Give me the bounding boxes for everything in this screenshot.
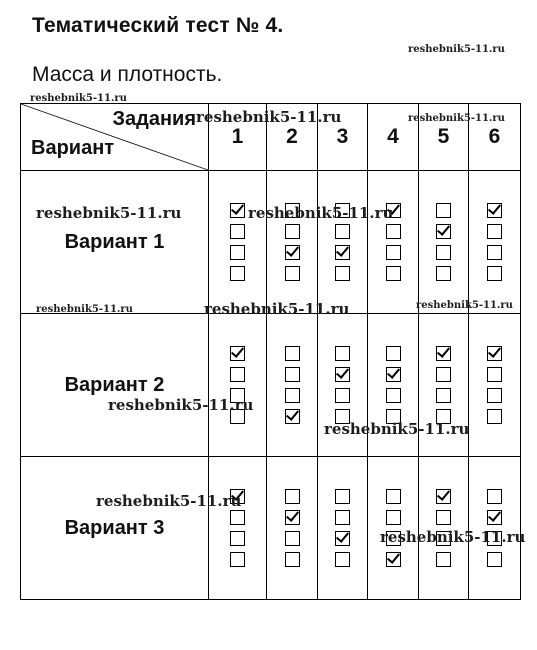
empty-checkbox-icon	[386, 245, 401, 260]
checked-checkbox-icon	[436, 346, 451, 361]
empty-checkbox-icon	[436, 510, 451, 525]
task-number: 5	[419, 104, 469, 171]
empty-checkbox-icon	[436, 367, 451, 382]
checked-checkbox-icon	[487, 346, 502, 361]
empty-checkbox-icon	[285, 266, 300, 281]
empty-checkbox-icon	[335, 224, 350, 239]
answer-options	[469, 346, 520, 424]
empty-checkbox-icon	[487, 245, 502, 260]
empty-checkbox-icon	[386, 510, 401, 525]
empty-checkbox-icon	[335, 346, 350, 361]
answer-options	[419, 346, 468, 424]
empty-checkbox-icon	[487, 388, 502, 403]
answer-options	[469, 203, 520, 281]
empty-checkbox-icon	[436, 245, 451, 260]
checked-checkbox-icon	[285, 510, 300, 525]
empty-checkbox-icon	[386, 388, 401, 403]
page-subtitle: Масса и плотность.	[32, 63, 223, 86]
empty-checkbox-icon	[386, 489, 401, 504]
checked-checkbox-icon	[335, 367, 350, 382]
answer-cell	[267, 457, 318, 600]
answer-cell	[267, 314, 318, 457]
variant-label: Вариант 2	[21, 314, 209, 457]
page-title: Тематический тест № 4.	[32, 14, 284, 37]
watermark-text: reshebnik5-11.ru	[408, 44, 505, 55]
answer-options	[419, 203, 468, 281]
watermark-text: reshebnik5-11.ru	[324, 420, 470, 438]
empty-checkbox-icon	[436, 552, 451, 567]
answer-options	[318, 346, 367, 424]
watermark-text: reshebnik5-11.ru	[408, 113, 505, 124]
answer-cell	[209, 314, 267, 457]
empty-checkbox-icon	[386, 224, 401, 239]
answer-options	[267, 346, 317, 424]
empty-checkbox-icon	[335, 510, 350, 525]
header-corner-cell	[21, 104, 209, 171]
empty-checkbox-icon	[285, 531, 300, 546]
task-number: 2	[267, 104, 318, 171]
watermark-text: reshebnik5-11.ru	[196, 108, 342, 126]
answer-cell	[267, 171, 318, 314]
empty-checkbox-icon	[285, 224, 300, 239]
task-number: 3	[318, 104, 368, 171]
answer-cell	[469, 314, 521, 457]
empty-checkbox-icon	[335, 489, 350, 504]
checked-checkbox-icon	[335, 531, 350, 546]
empty-checkbox-icon	[285, 346, 300, 361]
empty-checkbox-icon	[285, 552, 300, 567]
task-number: 1	[209, 104, 267, 171]
checked-checkbox-icon	[436, 224, 451, 239]
empty-checkbox-icon	[230, 552, 245, 567]
watermark-text: reshebnik5-11.ru	[30, 93, 127, 104]
empty-checkbox-icon	[487, 552, 502, 567]
watermark-text: reshebnik5-11.ru	[108, 396, 254, 414]
empty-checkbox-icon	[285, 388, 300, 403]
empty-checkbox-icon	[487, 266, 502, 281]
answer-cell	[469, 171, 521, 314]
checked-checkbox-icon	[285, 409, 300, 424]
answer-cell	[368, 171, 419, 314]
answer-options	[267, 489, 317, 567]
checked-checkbox-icon	[386, 552, 401, 567]
answers-table	[20, 103, 521, 600]
empty-checkbox-icon	[230, 510, 245, 525]
empty-checkbox-icon	[487, 367, 502, 382]
watermark-text: reshebnik5-11.ru	[380, 528, 526, 546]
empty-checkbox-icon	[335, 552, 350, 567]
checked-checkbox-icon	[487, 203, 502, 218]
variant-label: Вариант 3	[21, 457, 209, 600]
variant-header-label: Вариант	[31, 137, 115, 159]
watermark-text: reshebnik5-11.ru	[204, 300, 350, 318]
answer-cell	[209, 457, 267, 600]
tasks-header-label: Задания	[112, 108, 196, 130]
checked-checkbox-icon	[285, 245, 300, 260]
empty-checkbox-icon	[386, 266, 401, 281]
watermark-text: reshebnik5-11.ru	[36, 204, 182, 222]
watermark-text: reshebnik5-11.ru	[96, 492, 242, 510]
checked-checkbox-icon	[230, 346, 245, 361]
empty-checkbox-icon	[285, 489, 300, 504]
answer-options	[318, 489, 367, 567]
empty-checkbox-icon	[230, 245, 245, 260]
empty-checkbox-icon	[487, 409, 502, 424]
variant-row	[21, 171, 521, 314]
answer-cell	[318, 457, 368, 600]
answer-cell	[419, 171, 469, 314]
checked-checkbox-icon	[487, 510, 502, 525]
watermark-text: reshebnik5-11.ru	[36, 304, 133, 315]
empty-checkbox-icon	[436, 266, 451, 281]
empty-checkbox-icon	[386, 346, 401, 361]
empty-checkbox-icon	[230, 531, 245, 546]
empty-checkbox-icon	[285, 367, 300, 382]
empty-checkbox-icon	[335, 266, 350, 281]
answer-cell	[318, 171, 368, 314]
task-number: 6	[469, 104, 521, 171]
empty-checkbox-icon	[487, 489, 502, 504]
watermark-text: reshebnik5-11.ru	[416, 300, 513, 311]
answer-options	[368, 346, 418, 424]
empty-checkbox-icon	[230, 367, 245, 382]
task-number: 4	[368, 104, 419, 171]
checked-checkbox-icon	[335, 245, 350, 260]
answer-cell	[209, 171, 267, 314]
empty-checkbox-icon	[487, 224, 502, 239]
empty-checkbox-icon	[436, 203, 451, 218]
empty-checkbox-icon	[436, 388, 451, 403]
variant-label: Вариант 1	[21, 171, 209, 314]
checked-checkbox-icon	[230, 203, 245, 218]
checked-checkbox-icon	[436, 489, 451, 504]
checked-checkbox-icon	[386, 367, 401, 382]
empty-checkbox-icon	[230, 224, 245, 239]
watermark-text: reshebnik5-11.ru	[248, 204, 394, 222]
empty-checkbox-icon	[335, 388, 350, 403]
empty-checkbox-icon	[230, 266, 245, 281]
